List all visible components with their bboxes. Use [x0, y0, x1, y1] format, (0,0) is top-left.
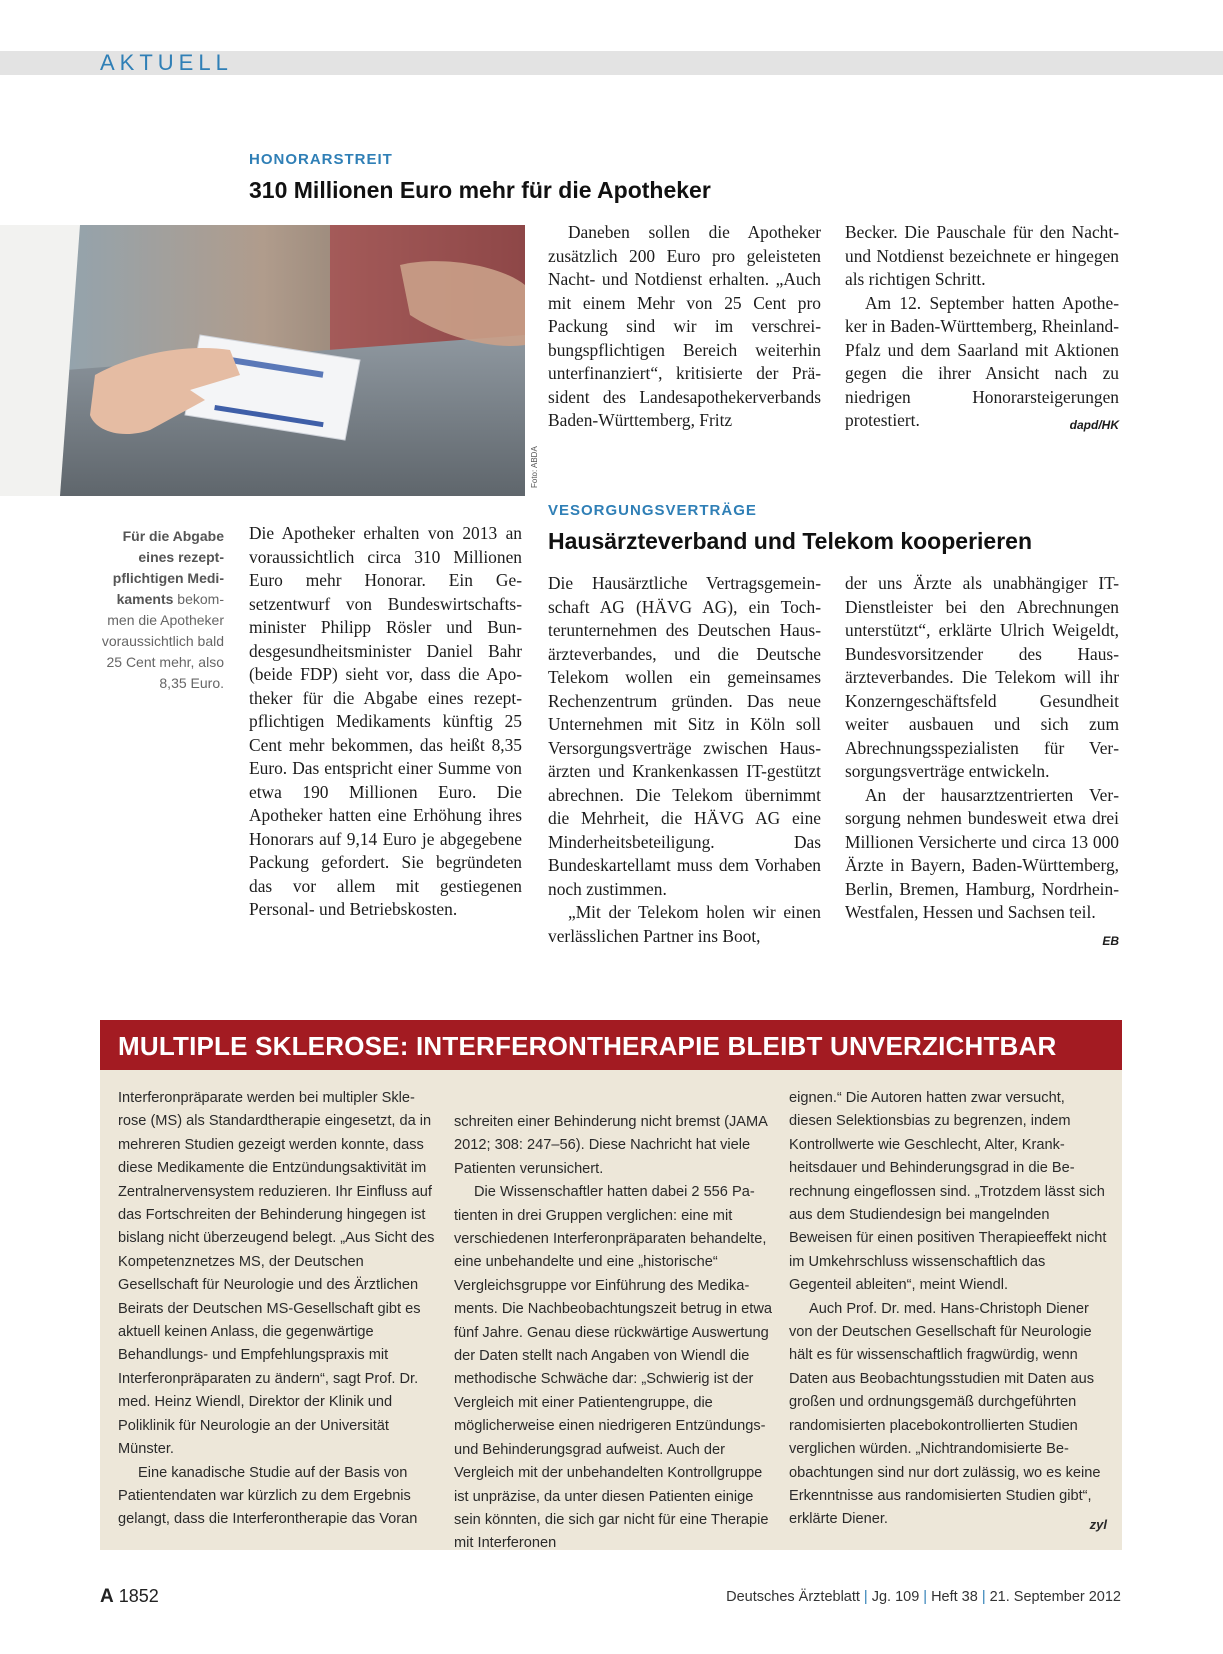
- box-column-3: [789, 1087, 1107, 1537]
- paragraph: Becker. Die Pauschale für den Nacht- und Notdienst bezeichnete er hingegen als richtigen Schritt.: [845, 222, 1119, 289]
- article1-column-2: [548, 221, 821, 433]
- paragraph: „Mit der Telekom holen wir einen verlässlichen Partner ins Boot,: [548, 902, 821, 946]
- article2-kicker: VESORGUNGSVERTRÄGE: [548, 502, 757, 519]
- article1-signature: dapd/HK: [1069, 418, 1119, 432]
- box-column-1: [118, 1087, 436, 1532]
- article1-column-1: [249, 522, 522, 922]
- journal-name: Deutsches Ärzteblatt: [726, 1589, 860, 1605]
- paragraph: Interferonpräparate werden bei multipler Sklerose (MS) als Standardtherapie eingesetzt, da in mehreren Studien gezeigt werden konnte, dass diese Medikamente die Entzündungsaktivität im Zentralnervensystem reduzieren. Ihr Einfluss auf das Fortschreiten der Behinderung hingegen ist bislang nicht überzeugend belegt. „Aus Sicht des Kompetenznetzes MS, der Deutschen Gesellschaft für Neurologie und des Ärztlichen Beirats der Deutschen MS-Gesellschaft gibt es aktuell keinen Anlass, die gegenwärtige Behandlungs- und Empfehlungspraxis mit Interferonpräparaten zu ändern“, sagt Prof. Dr. med. Heinz Wiendl, Direktor der Klinik und Poliklinik für Neurologie an der Universität Münster.: [118, 1090, 435, 1458]
- paragraph: [845, 784, 1119, 948]
- article1-kicker: HONORARSTREIT: [249, 151, 393, 168]
- journal-volume: Jg. 109: [871, 1589, 920, 1605]
- page-prefix: A: [100, 1586, 114, 1607]
- paragraph-text: Am 12. September hatten Apotheker in Baden-Württemberg, Rheinland-Pfalz und dem Saarland mit Aktionen gegen die ihrer Ansicht nach zu niedrigen Honorarsteigerungen protestiert.: [845, 292, 1119, 430]
- paragraph: der uns Ärzte als unabhängiger IT-Dienstleister bei den Abrechnungen unterstützt“, erklärte Ulrich Weigeldt, Bundesvorsitzender des Hausärzteverbandes. Die Telekom will ihr Konzerngeschäftsfeld Gesundheit weiter ausbauen und sich zum Abrechnungsspezialisten für Versorgungsverträge entwickeln.: [845, 573, 1119, 781]
- info-box-title: MULTIPLE SKLEROSE: INTERFERONTHERAPIE BLEIBT UNVERZICHTBAR: [118, 1031, 1057, 1061]
- paragraph: schreiten einer Behinderung nicht bremst (JAMA 2012; 308: 247–56). Diese Nachricht hat viele Patienten verunsichert.: [454, 1114, 768, 1177]
- footer-journal-info: Deutsches Ärzteblatt | Jg. 109 | Heft 38 | 21. September 2012: [726, 1589, 1121, 1605]
- caption-bold: Für die Abgabe eines rezeptpflichtigen Medikaments: [112, 528, 224, 607]
- paragraph: Daneben sollen die Apotheker zusätzlich 200 Euro pro geleisteten Nacht- und Notdienst erhalten. „Auch mit einem Mehr von 25 Cent pro Packung sind wir im verschreibungspflichtigen Bereich weiterhin unterfinanziert“, kritisierte der Präsident des Landesapothekerverbands Baden-Württemberg, Fritz: [548, 222, 821, 430]
- paragraph: eignen.“ Die Autoren hatten zwar versucht, diesen Selektionsbias zu begrenzen, indem Kontrollwerte wie Geschlecht, Alter, Krankheitsdauer und Behinderungsgrad in die Berechnung eingeflossen sind. „Trotzdem lässt sich aus dem Studiendesign bei mangelnden Beweisen für einen positiven Therapieeffekt nicht im Umkehrschluss wissenschaftlich das Gegenteil ableiten“, meint Wiendl.: [789, 1090, 1107, 1294]
- paragraph: [789, 1298, 1107, 1532]
- box-signature: zyl: [1089, 1517, 1107, 1533]
- journal-issue: Heft 38: [931, 1589, 978, 1605]
- paragraph-text: An der hausarztzentrierten Versorgung nehmen bundesweit etwa drei Millionen Versicherte und circa 13 000 Ärzte in Bayern, Baden-Württemberg, Berlin, Bremen, Hamburg, Nordrhein-Westfalen, Hessen und Sachsen teil.: [845, 784, 1119, 922]
- paragraph: Die Apotheker erhalten von 2013 an voraussichtlich circa 310 Millionen Euro mehr Honorar. Ein Gesetzentwurf von Bundeswirtschaftsminister Philipp Rösler und Bundesgesundheitsminister Daniel Bahr (beide FDP) sieht vor, dass die Apotheker für die Abgabe eines rezeptpflichtigen Medikaments künftig 25 Cent mehr bekommen, das heißt 8,35 Euro. Das entspricht einer Summe von etwa 190 Millionen Euro. Die Apotheker hatten eine Erhöhung ihres Honorars auf 9,14 Euro je abgegebene Packung gefordert. Sie begründeten das vor allem mit gestiegenen Personal- und Betriebskosten.: [249, 523, 522, 919]
- pharmacy-photo: [0, 225, 525, 496]
- paragraph: [845, 292, 1119, 433]
- article2-column-1: [548, 572, 821, 948]
- paragraph: Eine kanadische Studie auf der Basis von Patientendaten war kürzlich zu dem Ergebnis gelangt, dass die Interferontherapie das Voran: [118, 1464, 418, 1528]
- page-number-value: 1852: [118, 1586, 159, 1606]
- article2-signature: EB: [1102, 933, 1119, 948]
- photo-caption: [96, 526, 224, 694]
- paragraph-text: Auch Prof. Dr. med. Hans-Christoph Diener von der Deutschen Gesellschaft für Neurologie hält es für wissenschaftlich fragwürdig, wenn Daten aus Beobachtungsstudien mit Daten aus großen und ordnungsgemäß durchgeführten randomisierten placebokontrollierten Studien verglichen würden. „Nichtrandomisierte Beobachtungen sind nur dort zulässig, wo es keine Erkenntnisse aus randomisierten Studien gibt“, erklärte Diener.: [789, 1300, 1101, 1528]
- caption-text: bekommen die Apotheker voraussichtlich bald 25 Cent mehr, also 8,35 Euro.: [101, 591, 224, 691]
- article2-title: Hausärzteverband und Telekom kooperieren: [548, 528, 1032, 554]
- article1-column-3: [845, 221, 1119, 438]
- pharmacy-photo-image: [0, 225, 525, 496]
- journal-date: 21. September 2012: [989, 1589, 1121, 1605]
- page-number: [100, 1586, 159, 1608]
- paragraph: Die Wissenschaftler hatten dabei 2 556 Patienten in drei Gruppen verglichen: eine mit verschiedenen Interferonpräparaten behandelte, eine unbehandelte und eine „historische“ Vergleichsgruppe vor Einführung des Medikaments. Die Nachbeobachtungszeit betrug in etwa fünf Jahre. Genau diese rückwärtige Auswertung der Daten stellt nach Angaben von Wiendl die methodische Schwäche dar: „Schwierig ist der Vergleich mit einer Patientengruppe, die möglicherweise einen niedrigeren Entzündungs- und Behinderungsgrad aufweist. Auch der Vergleich mit der unbehandelten Kontrollgruppe ist unpräzise, da unter diesen Patienten einige sein könnten, die sich gar nicht für eine Therapie mit Interferonen: [454, 1184, 773, 1552]
- section-label: AKTUELL: [100, 50, 233, 75]
- article2-column-2: [845, 572, 1119, 953]
- article1-title: 310 Millionen Euro mehr für die Apotheker: [249, 177, 711, 203]
- paragraph: Die Hausärztliche Vertragsgemeinschaft AG (HÄVG AG), ein Tochterunternehmen des Deutschen Hausärzteverbandes, und die Deutsche Telekom wollen ein gemeinsames Rechenzentrum gründen. Das neue Unternehmen mit Sitz in Köln soll Versorgungsverträge zwischen Hausärzten und Krankenkassen IT-gestützt abrechnen. Die Telekom übernimmt die Mehrheit, die HÄVG AG eine Minderheitsbeteiligung. Das Bundeskartellamt muss dem Vorhaben noch zustimmen.: [548, 573, 821, 899]
- box-column-2: [454, 1111, 772, 1556]
- photo-credit: Foto: ABDA: [530, 446, 539, 488]
